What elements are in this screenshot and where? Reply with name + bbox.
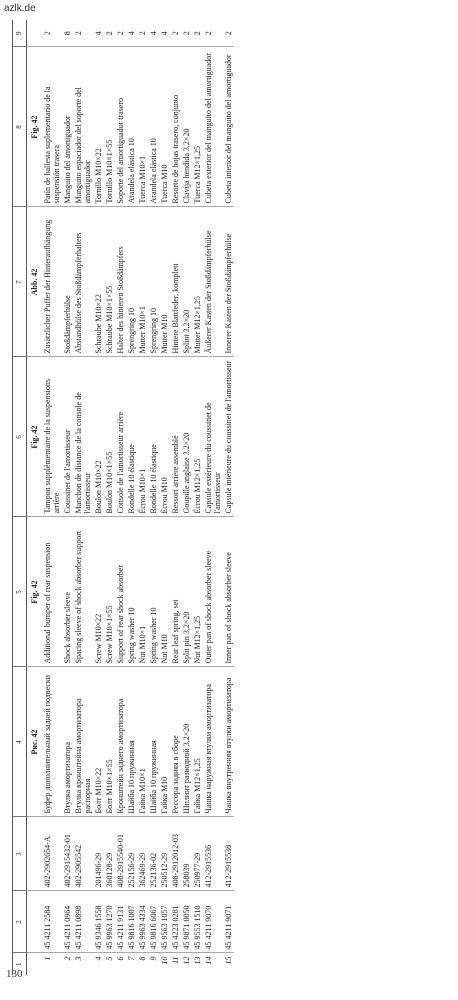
desc-ru: Болт М10×1×55 [104, 667, 115, 817]
desc-fr: Capsule extérieure du coussinet de l'amortisseur [203, 357, 223, 517]
desc-ru: Шплинт разводной 3,2×20 [181, 667, 192, 817]
desc-es: Tornillo M10×1×55 [104, 47, 115, 207]
catalog-code: 45 9816 6067 [148, 891, 159, 953]
desc-es: Tuerca M12×1,25 [192, 47, 203, 207]
row-number: 3 [74, 956, 83, 961]
column-number: 6 [13, 357, 27, 517]
row-number: 4 [94, 956, 103, 961]
row-number: 13 [193, 956, 202, 965]
column-number: 9 [13, 20, 27, 47]
table-row [223, 20, 234, 975]
column-number: 1 [13, 953, 27, 975]
desc-ru: Гайка М10 [159, 667, 170, 817]
part-number: 258039 [181, 817, 192, 891]
desc-en: Support of rear shock absorber [115, 517, 126, 667]
desc-es: Cubeta interior del manguito del amortiguador [223, 47, 234, 207]
catalog-code: 45 9346 1558 [93, 891, 104, 953]
page-number: 130 [6, 968, 23, 980]
table-row [115, 20, 126, 975]
row-number: 11 [171, 956, 180, 964]
desc-en: Spring washer 10 [148, 517, 159, 667]
desc-de: Mutter M10×1 [137, 207, 148, 357]
desc-en: Spring washer 10 [126, 517, 137, 667]
catalog-code: 45 4211 9070 [203, 891, 223, 953]
table-row [159, 20, 170, 975]
row-number: 6 [116, 956, 125, 961]
desc-en: Screw M10×22 [93, 517, 104, 667]
desc-de: Splint 3,2×20 [181, 207, 192, 357]
part-number: 408-2912012-03 [170, 817, 181, 891]
desc-ru: Втулка амортизатора [62, 667, 73, 817]
desc-de: Mutter M10 [159, 207, 170, 357]
desc-fr: Écrou M12×1,25 [192, 357, 203, 517]
table-row [148, 20, 159, 975]
desc-de: Schraube M10×1×55 [104, 207, 115, 357]
catalog-code: 45 9553 1510 [192, 891, 203, 953]
desc-fr: Boulon M10×22 [93, 357, 104, 517]
part-number: 250512-29 [159, 817, 170, 891]
desc-es: Manguito del amortiguador [62, 47, 73, 207]
quantity: 2 [192, 20, 203, 47]
desc-en: Split pin 3,2×20 [181, 517, 192, 667]
quantity: 2 [203, 20, 223, 47]
desc-en: Nut M10 [159, 517, 170, 667]
desc-de: Sprengring 10 [126, 207, 137, 357]
row-number: 10 [160, 956, 169, 965]
table-row [181, 20, 192, 975]
desc-ru: Гайка М12×1,25 [192, 667, 203, 817]
table-row [73, 20, 93, 975]
part-number: 412-2915538 [223, 817, 234, 891]
desc-ru: Гайка М10×1 [137, 667, 148, 817]
desc-de: Hintere Blattfeder, komplett [170, 207, 181, 357]
catalog-code: 45 4223 0281 [170, 891, 181, 953]
table-row [93, 20, 104, 975]
desc-en: Additional bumper of rear suspension [42, 517, 62, 667]
quantity: 4 [126, 20, 137, 47]
row-number: 15 [224, 956, 233, 965]
desc-fr: Rondelle 10 élastique [148, 357, 159, 517]
quantity: 2 [170, 20, 181, 47]
catalog-code: 45 9963 1270 [104, 891, 115, 953]
desc-fr: Coussinet de l'amortisseur [62, 357, 73, 517]
row-number: 1 [43, 956, 52, 961]
desc-fr: Tampon supplémentaire de la suspensions arrière [42, 357, 62, 517]
header-fr: Fig. 42 [27, 357, 43, 517]
desc-ru: Чашка внутренняя втулки амортизатора [223, 667, 234, 817]
desc-en: Outer pan of shock absorber sleeve [203, 517, 223, 667]
part-number: 362469-29 [137, 817, 148, 891]
part-number: 408-2915540-01 [115, 817, 126, 891]
desc-fr: Capsule intérieure du coussinet de l'amortisseur [223, 357, 234, 517]
desc-en: Nut M10×1 [137, 517, 148, 667]
catalog-code: 45 4211 0964 [62, 891, 73, 953]
desc-es: Patín de ballesta suplementario de la suspensión trasera [42, 47, 62, 207]
site-watermark: azlk.de [4, 3, 36, 14]
quantity: 8 [62, 20, 73, 47]
row-number: 12 [182, 956, 191, 965]
row-number: 9 [149, 956, 158, 961]
desc-ru: Болт М10×22 [93, 667, 104, 817]
row-number: 2 [63, 956, 72, 961]
desc-de: Äußerer Kasten der Stoßdämpferhülse [203, 207, 223, 357]
quantity: 2 [223, 20, 234, 47]
desc-de: Stoßdämpferhülse [62, 207, 73, 357]
desc-es: Cubeta exterior del manguito del amortiguador [203, 47, 223, 207]
quantity: 4 [93, 20, 104, 47]
desc-es: Tornillo M10×22 [93, 47, 104, 207]
desc-en: Shock absorber sleeve [62, 517, 73, 667]
desc-es: Soporte del amortiguador trasero [115, 47, 126, 207]
quantity: 2 [42, 20, 62, 47]
desc-fr: Boulon M10×1×55 [104, 357, 115, 517]
desc-en: Spacing sleeve of shock absorber support [73, 517, 93, 667]
desc-es: Arandela elástica 10 [126, 47, 137, 207]
header-en: Fig. 42 [27, 517, 43, 667]
desc-en: Inner pan of shock absorber sleeve [223, 517, 234, 667]
table-row [137, 20, 148, 975]
quantity: 2 [104, 20, 115, 47]
part-number: 250977-29 [192, 817, 203, 891]
desc-ru: Буфер дополнительный задней подвески [42, 667, 62, 817]
column-number: 3 [13, 817, 27, 891]
column-number: 5 [13, 517, 27, 667]
header-de: Abb. 42 [27, 207, 43, 357]
desc-de: Sprengring 10 [148, 207, 159, 357]
desc-ru: Чашка наружная втулки амортизатора [203, 667, 223, 817]
desc-de: Abstandhülse des Stoßdämpferhalters [73, 207, 93, 357]
desc-es: Clavija hendida 3,2×20 [181, 47, 192, 207]
quantity: 4 [159, 20, 170, 47]
table-row [126, 20, 137, 975]
desc-fr: Console de l'amortisseur arrière [115, 357, 126, 517]
catalog-code: 45 4211 2584 [42, 891, 62, 953]
table-row [62, 20, 73, 975]
desc-en: Rear leaf spring, set [170, 517, 181, 667]
part-number: 252156-29 [126, 817, 137, 891]
desc-es: Resorte de hojas trasero, conjunto [170, 47, 181, 207]
parts-table [12, 20, 234, 975]
catalog-code: 45 4211 0898 [73, 891, 93, 953]
desc-es: Manguito espaciador del soporte del amortiguador [73, 47, 93, 207]
column-number: 8 [13, 47, 27, 207]
desc-fr: Écrou M10×1 [137, 357, 148, 517]
catalog-code: 45 9563 1057 [159, 891, 170, 953]
table-row [42, 20, 62, 975]
desc-en: Screw M10×1×55 [104, 517, 115, 667]
row-number: 14 [204, 956, 213, 965]
row-number: 8 [138, 956, 147, 961]
row-number: 7 [127, 956, 136, 961]
part-number: 201496-29 [93, 817, 104, 891]
desc-fr: Goupille anglaise 3,2×20 [181, 357, 192, 517]
desc-de: Innerer Kasten der Stoßdämpferhülse [223, 207, 234, 357]
desc-en: Nut M12×1,25 [192, 517, 203, 667]
header-ru: Рис. 42 [27, 667, 43, 817]
desc-fr: Écrou M10 [159, 357, 170, 517]
table-row [192, 20, 203, 975]
desc-ru: Втулка кронштейна амортизатора распорная [73, 667, 93, 817]
part-number: 360128-29 [104, 817, 115, 891]
desc-de: Mutter M12×1,25 [192, 207, 203, 357]
desc-ru: Рессора задняя в сборе [170, 667, 181, 817]
desc-fr: Ressort arrière assemblé [170, 357, 181, 517]
column-number: 2 [13, 891, 27, 953]
catalog-code: 45 9871 0050 [181, 891, 192, 953]
desc-ru: Шайба 10 пружинная [148, 667, 159, 817]
column-number: 4 [13, 667, 27, 817]
catalog-code: 45 9963 4334 [137, 891, 148, 953]
part-number: 402-2902654-A [42, 817, 62, 891]
part-number: 252136-02 [148, 817, 159, 891]
desc-es: Tuerca M10×1 [137, 47, 148, 207]
desc-de: Schraube M10×22 [93, 207, 104, 357]
desc-es: Tuerca M10 [159, 47, 170, 207]
column-number: 7 [13, 207, 27, 357]
table-row [203, 20, 223, 975]
desc-ru: Шайба 10 пружинная [126, 667, 137, 817]
desc-ru: Кронштейн заднего амортизатора [115, 667, 126, 817]
language-header-row [27, 20, 43, 975]
part-number: 412-2915536 [203, 817, 223, 891]
desc-fr: Manchon de distance de la console de l'amortisseur [73, 357, 93, 517]
quantity: 2 [73, 20, 93, 47]
parts-table-sheet [12, 20, 452, 975]
desc-de: Halter des hinteren Stoßdämpfers [115, 207, 126, 357]
table-row [170, 20, 181, 975]
desc-es: Arandela elástica 10 [148, 47, 159, 207]
catalog-code: 45 4211 9131 [115, 891, 126, 953]
header-es: Fig. 42 [27, 47, 43, 207]
table-row [104, 20, 115, 975]
quantity: 2 [181, 20, 192, 47]
table-body [27, 20, 235, 975]
quantity: 2 [115, 20, 126, 47]
row-number: 5 [105, 956, 114, 961]
quantity: 2 [137, 20, 148, 47]
catalog-code: 45 9816 1007 [126, 891, 137, 953]
catalog-code: 45 4211 9071 [223, 891, 234, 953]
part-number: 402-2915432-01 [62, 817, 73, 891]
desc-de: Zusätzlicher Puffer der Hinteraufhängung [42, 207, 62, 357]
part-number: 402-2905542 [73, 817, 93, 891]
quantity: 4 [148, 20, 159, 47]
desc-fr: Rondelle 10 élastique [126, 357, 137, 517]
rotated-table-wrapper [12, 20, 452, 975]
column-number-row [13, 20, 27, 975]
